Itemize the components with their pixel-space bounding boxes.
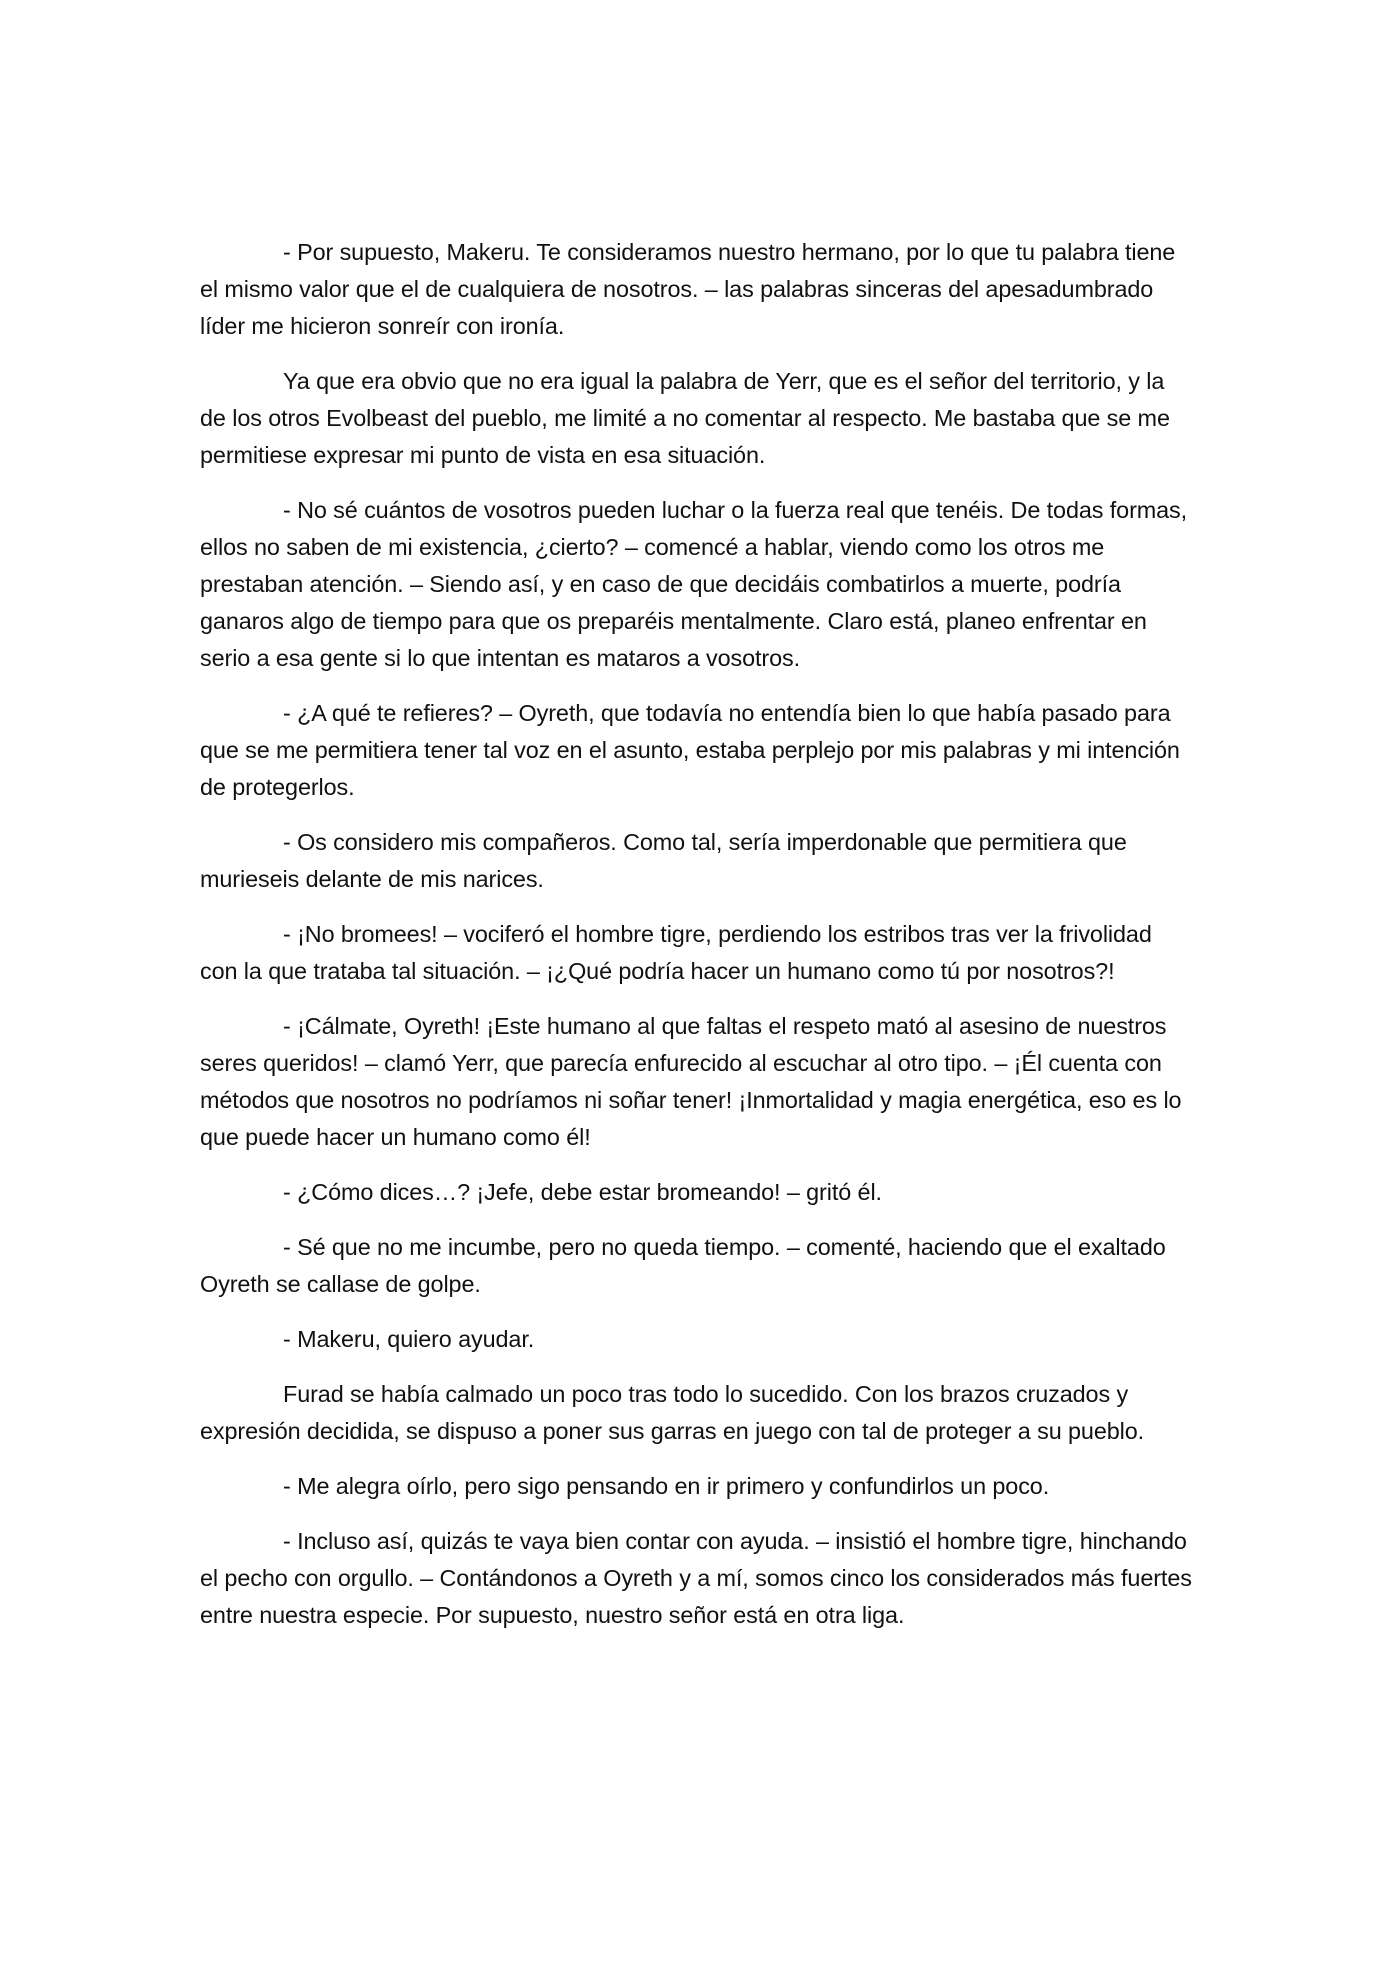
- paragraph: - Os considero mis compañeros. Como tal, sería imperdonable que permitiera que murieseis delante de mis narices.: [200, 829, 1127, 892]
- document-body: [200, 234, 1192, 1652]
- paragraph: - ¡No bromees! – vociferó el hombre tigre, perdiendo los estribos tras ver la frivolidad con la que trataba tal situación. – ¡¿Qué podría hacer un humano como tú por nosotros?!: [200, 921, 1152, 984]
- paragraph: - ¡Cálmate, Oyreth! ¡Este humano al que faltas el respeto mató al asesino de nuestros seres queridos! – clamó Yerr, que parecía enfurecido al escuchar al otro tipo. – ¡Él cuenta con métodos que nosotros no podríamos ni soñar tener! ¡Inmortalidad y magia energética, eso es lo que puede hacer un humano como él!: [200, 1013, 1182, 1150]
- paragraph: - ¿A qué te refieres? – Oyreth, que todavía no entendía bien lo que había pasado para que se me permitiera tener tal voz en el asunto, estaba perplejo por mis palabras y mi intención de protegerlos.: [200, 700, 1180, 800]
- paragraph: - ¿Cómo dices…? ¡Jefe, debe estar bromeando! – gritó él.: [283, 1179, 882, 1205]
- paragraph: - Makeru, quiero ayudar.: [283, 1326, 535, 1352]
- paragraph: - Por supuesto, Makeru. Te consideramos nuestro hermano, por lo que tu palabra tiene el mismo valor que el de cualquiera de nosotros. – las palabras sinceras del apesadumbrado líder me hicieron sonreír con ironía.: [200, 239, 1176, 339]
- paragraph: Furad se había calmado un poco tras todo lo sucedido. Con los brazos cruzados y expresión decidida, se dispuso a poner sus garras en juego con tal de proteger a su pueblo.: [200, 1381, 1145, 1444]
- paragraph: - Sé que no me incumbe, pero no queda tiempo. – comenté, haciendo que el exaltado Oyreth se callase de golpe.: [200, 1234, 1166, 1297]
- paragraph: - Incluso así, quizás te vaya bien contar con ayuda. – insistió el hombre tigre, hinchando el pecho con orgullo. – Contándonos a Oyreth y a mí, somos cinco los considerados más fuertes entre nuestra especie. Por supuesto, nuestro señor está en otra liga.: [200, 1528, 1192, 1628]
- paragraph: - No sé cuántos de vosotros pueden luchar o la fuerza real que tenéis. De todas formas, ellos no saben de mi existencia, ¿cierto? – comencé a hablar, viendo como los otros me prestaban atención. – Siendo así, y en caso de que decidáis combatirlos a muerte, podría ganaros algo de tiempo para que os preparéis mentalmente. Claro está, planeo enfrentar en serio a esa gente si lo que intentan es mataros a vosotros.: [200, 497, 1188, 671]
- paragraph: Ya que era obvio que no era igual la palabra de Yerr, que es el señor del territorio, y la de los otros Evolbeast del pueblo, me limité a no comentar al respecto. Me bastaba que se me permitiese expresar mi punto de vista en esa situación.: [200, 368, 1170, 468]
- paragraph: - Me alegra oírlo, pero sigo pensando en ir primero y confundirlos un poco.: [283, 1473, 1050, 1499]
